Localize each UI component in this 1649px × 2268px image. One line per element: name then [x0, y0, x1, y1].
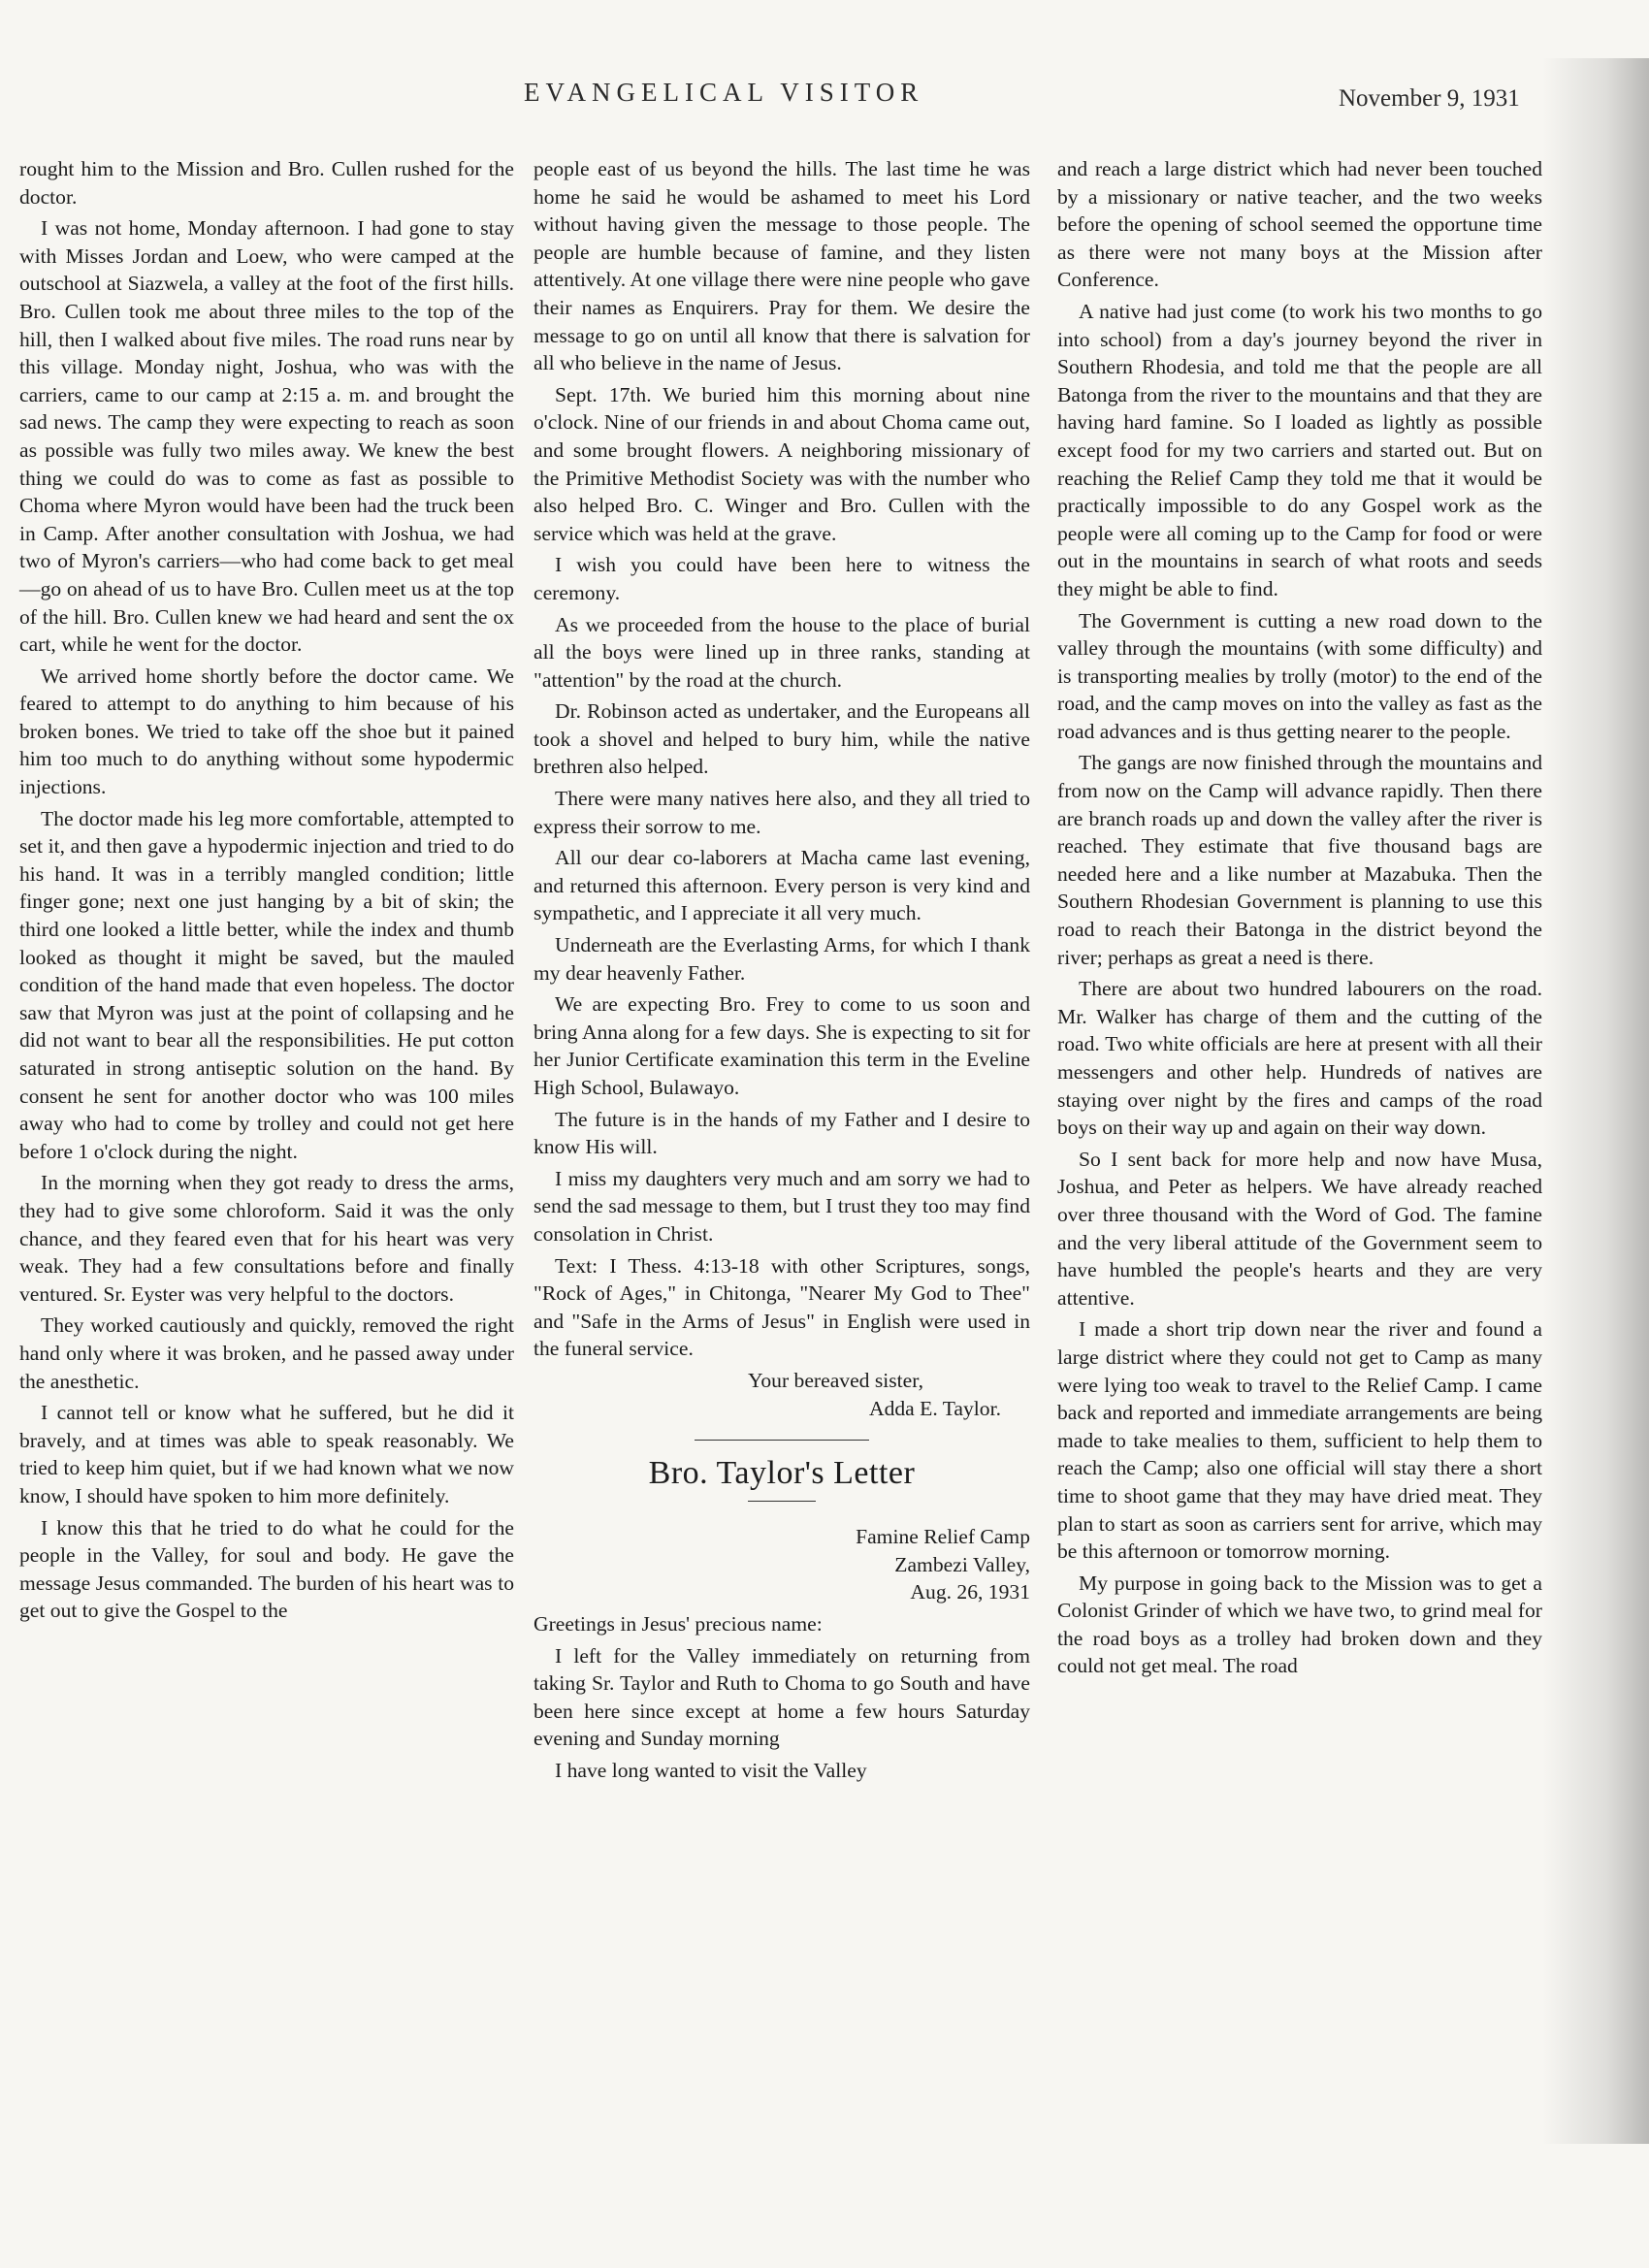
paragraph: Sept. 17th. We buried him this morning about nine o'clock. Nine of our friends in and about Choma came out, and some brought flowers. A neighboring missionary of the Primitive Methodist Society was with the number who also helped Bro. C. Winger and Bro. Cullen with the service which was held at the grave. [534, 382, 1030, 545]
paragraph: As we proceeded from the house to the place of burial all the boys were lined up in three ranks, standing at "attention" by the road at the church. [534, 612, 1030, 692]
paragraph: The Government is cutting a new road down to the valley through the mountains (with some difficulty) and is transporting mealies by trolly (motor) to the end of the road, and the camp moves on into the valley as fast as the road advances and is thus getting nearer to the people. [1057, 608, 1542, 743]
paragraph: Dr. Robinson acted as undertaker, and the Europeans all took a shovel and helped to bury him, while the native brethren also helped. [534, 699, 1030, 779]
paragraph: We arrived home shortly before the doctor came. We feared to attempt to do anything to him because of his broken bones. We tried to take off the shoe but it pained him too much to do anything without some hypodermic injections. [19, 664, 514, 799]
paragraph: The gangs are now finished through the mountains and from now on the Camp will advance rapidly. Then there are branch roads up and down the valley after the river is reached. They estimate that five thousand bags are needed here and a like number at Mazabuka. Then the Southern Rhodesian Government is planning to use this road to reach their Batonga in the district beyond the river; perhaps as great a need is there. [1057, 751, 1542, 969]
paragraph: The doctor made his leg more comfortable, attempted to set it, and then gave a hypodermic injection and tried to do his hand. It was in a terribly mangled condition; little finger gone; next one just hanging by a bit of skin; the third one looked a little better, while the index and thumb looked as thought it might be saved, but the mauled condition of the hand made that even hopeless. The doctor saw that Myron was just at the point of collapsing and he did not want to bear all the responsibilities. He put cotton saturated in strong antiseptic solution on the hand. By consent he sent for another doctor who was 100 miles away who had to come by trolley and could not get here before 1 o'clock during the night. [19, 806, 514, 1163]
paragraph: There were many natives here also, and they all tried to express their sorrow to me. [534, 787, 1030, 838]
letter-address [534, 1523, 1030, 1606]
paragraph: Text: I Thess. 4:13-18 with other Scriptures, songs, "Rock of Ages," in Chitonga, "Nearer My God to Thee" and "Safe in the Arms of Jesus" in English were used in the funeral service. [534, 1253, 1030, 1361]
letter-greeting: Greetings in Jesus' precious name: [534, 1611, 823, 1636]
letter-signoff [534, 1367, 1030, 1422]
paragraph: I was not home, Monday afternoon. I had gone to stay with Misses Jordan and Loew, who were camped at the outschool at Siazwela, a valley at the foot of the first hills. Bro. Cullen took me about three miles to the top of the hill, then I walked about five miles. The road runs near by this village. Monday night, Joshua, who was with the carriers, came to our camp at 2:15 a. m. and brought the sad news. The camp they were expecting to reach as soon as possible was fully two miles away. We knew the best thing we could do was to come as fast as possible to Choma where Myron would have been had the truck been in Camp. After another consultation with Joshua, we had two of Myron's carriers—who had come back to get meal—go on ahead of us to have Bro. Cullen meet us at the top of the hill. Bro. Cullen knew we had heard and sent the ox cart, while he went for the doctor. [19, 216, 514, 657]
paragraph: I made a short trip down near the river and found a large district where they could not get to Camp as many were lying too weak to travel to the Relief Camp. I came back and reported and immediate arrangements are being made to take mealies to them, sufficient to help them to reach the Camp; also one official will stay there a short time to shoot game that they may have dried meat. They plan to start as soon as carriers sent for arrive, which may be this afternoon or tomorrow morning. [1057, 1317, 1542, 1564]
issue-date: November 9, 1931 [1339, 85, 1520, 112]
paragraph: and reach a large district which had never been touched by a missionary or native teacher, and the two weeks before the opening of school seemed the opportune time as there were not many boys at the Mission after Conference. [1057, 157, 1542, 292]
paragraph: They worked cautiously and quickly, removed the right hand only where it was broken, and he passed away under the anesthetic. [19, 1313, 514, 1393]
address-date: Aug. 26, 1931 [910, 1580, 1030, 1604]
column-2 [534, 155, 1030, 1788]
paragraph: I miss my daughters very much and am sorry we had to send the sad message to them, but I trust they too may find consolation in Christ. [534, 1166, 1030, 1246]
paragraph: In the morning when they got ready to dress the arms, they had to give some chloroform. Said it was the only chance, and they feared even that for his heart was very weak. They had a few consultations before and finally ventured. Sr. Eyster was very helpful to the doctors. [19, 1171, 514, 1306]
paragraph: I know this that he tried to do what he could for the people in the Valley, for soul and body. He gave the message Jesus commanded. The burden of his heart was to get out to give the Gospel to the [19, 1515, 514, 1623]
address-line: Famine Relief Camp [856, 1525, 1030, 1549]
paragraph: I cannot tell or know what he suffered, but he did it bravely, and at times was able to speak reasonably. We tried to keep him quiet, but if we had known what we now know, I should have spoken to him more definitely. [19, 1401, 514, 1507]
signoff-closing: Your bereaved sister, [747, 1368, 923, 1392]
paragraph: We are expecting Bro. Frey to come to us soon and bring Anna along for a few days. She is expecting to sit for her Junior Certificate examination this term in the Eveline High School, Bulawayo. [534, 992, 1030, 1099]
paragraph: My purpose in going back to the Mission was to get a Colonist Grinder of which we have two, to grind meal for the road boys as a trolley had broken down and they could not get meal. The road [1057, 1571, 1542, 1678]
signoff-name: Adda E. Taylor. [868, 1396, 1001, 1420]
paragraph: rought him to the Mission and Bro. Cullen rushed for the doctor. [19, 157, 514, 209]
paragraph: I left for the Valley immediately on returning from taking Sr. Taylor and Ruth to Choma to go South and have been here since except at home a few hours Saturday evening and Sunday morning [534, 1643, 1030, 1751]
paragraph: All our dear co-laborers at Macha came last evening, and returned this afternoon. Every person is very kind and sympathetic, and I appreciate it all very much. [534, 846, 1030, 925]
address-line: Zambezi Valley, [894, 1552, 1030, 1576]
headline-underline [748, 1501, 816, 1502]
paragraph: people east of us beyond the hills. The last time he was home he said he would be ashamed to meet his Lord without having given the message to those people. The people are humble because of famine, and they listen attentively. At one village there were nine people who gave their names as Enquirers. Pray for them. We desire the message to go on until all know that there is salvation for all who believe in the name of Jesus. [534, 157, 1030, 375]
scan-shadow [1542, 58, 1649, 2144]
paragraph: The future is in the hands of my Father and I desire to know His will. [534, 1107, 1030, 1159]
paragraph: I have long wanted to visit the Valley [555, 1758, 867, 1782]
masthead: EVANGELICAL VISITOR [524, 78, 924, 107]
section-divider [695, 1440, 869, 1441]
paragraph: I wish you could have been here to witness the ceremony. [534, 553, 1030, 604]
paragraph: There are about two hundred labourers on the road. Mr. Walker has charge of them and the cutting of the road. Two white officials are here at present with all their messengers and other help. Hundreds of natives are staying over night by the fires and camps of the road boys on their way up and again on their way down. [1057, 977, 1542, 1140]
article-headline: Bro. Taylor's Letter [648, 1455, 916, 1492]
column-3 [1057, 155, 1542, 1684]
paragraph: A native had just come (to work his two months to go into school) from a day's journey beyond the river in Southern Rhodesia, and told me that the people are all Batonga from the river to the mountains and that they are having hard famine. So I loaded as lightly as possible except food for my two carriers and started out. But on reaching the Relief Camp they told me that it would be practically impossible to do any Gospel work as the people were all coming up to the Camp for food or were out in the mountains in search of what roots and seeds they might be able to find. [1057, 299, 1542, 600]
paragraph: So I sent back for more help and now have Musa, Joshua, and Peter as helpers. We have already reached over three thousand with the Word of God. The famine and the very liberal attitude of the Government seem to have humbled the people's hearts and they are very attentive. [1057, 1147, 1542, 1310]
paragraph: Underneath are the Everlasting Arms, for which I thank my dear heavenly Father. [534, 933, 1030, 985]
column-1 [19, 155, 514, 1629]
